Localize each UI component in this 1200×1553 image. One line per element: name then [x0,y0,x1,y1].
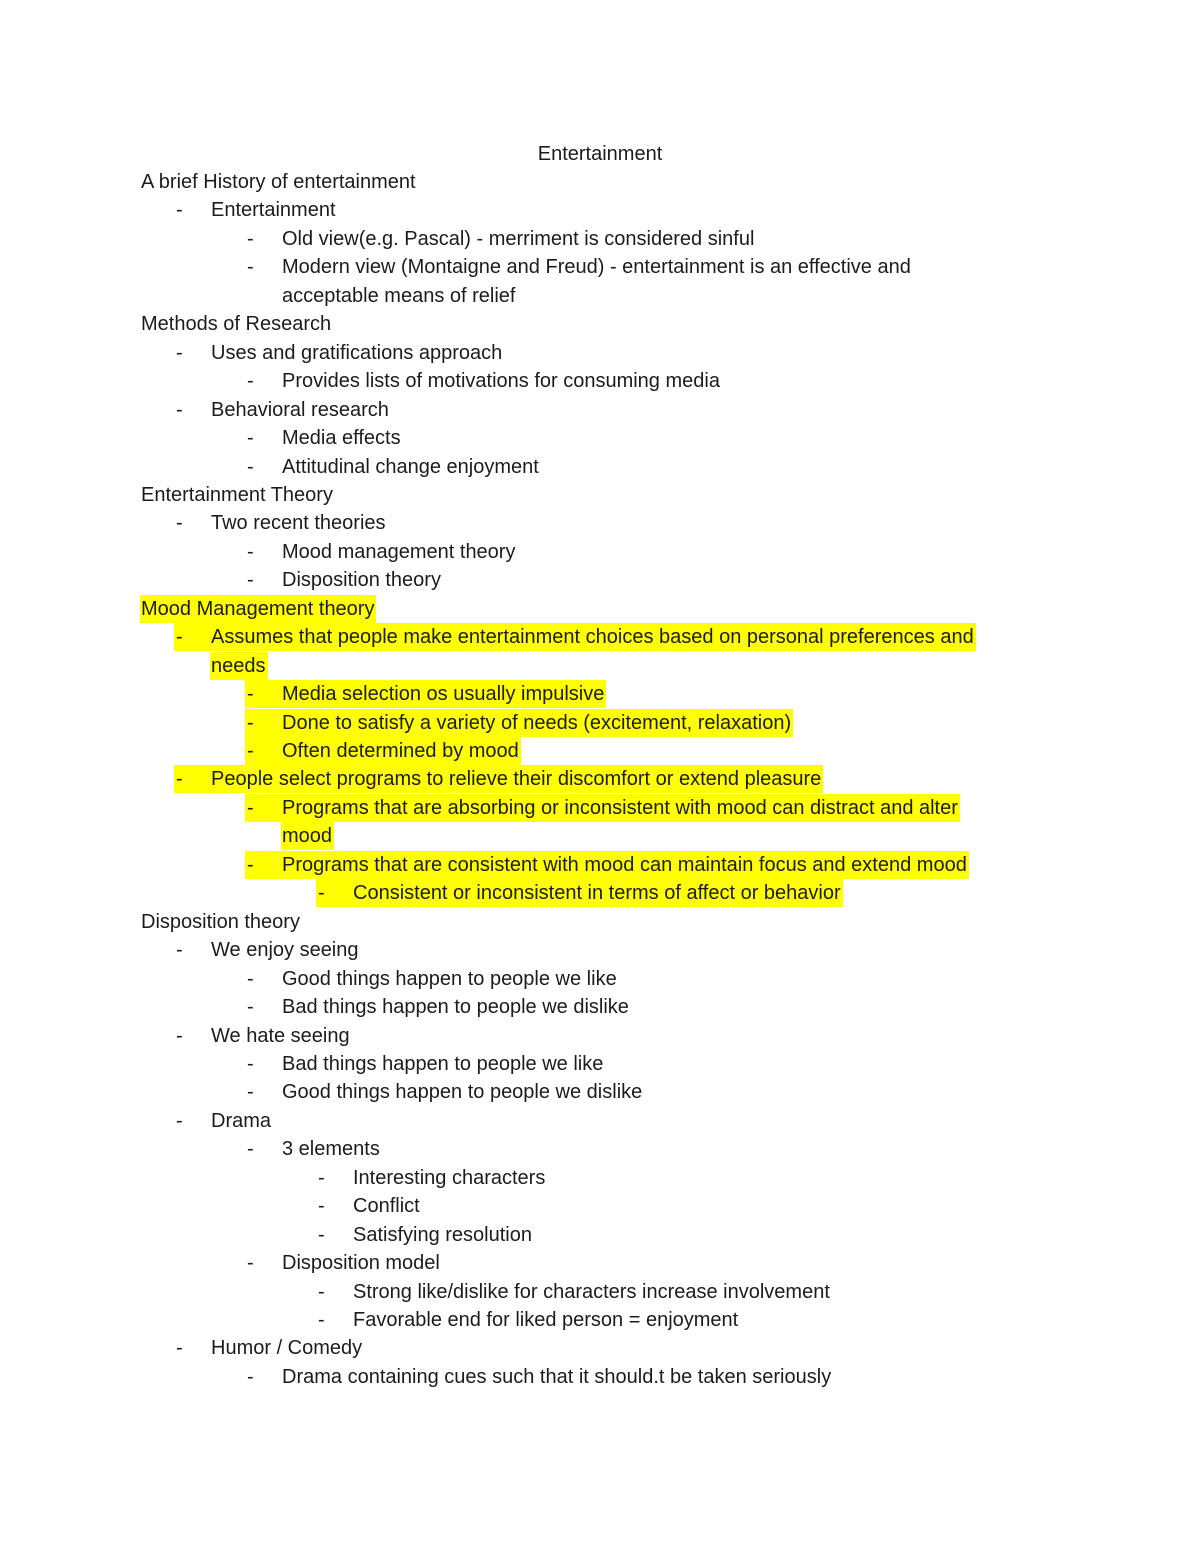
bullet-dash: - [176,768,183,791]
item-text: Assumes that people make entertainment choices based on personal preferences and [211,626,974,649]
list-item [0,737,1200,765]
item-text: Uses and gratifications approach [211,341,503,364]
item-text: Often determined by mood [282,740,519,762]
bullet-dash: - [247,569,254,592]
bullet-dash: - [247,967,254,990]
list-item [0,623,1200,651]
heading-text: Methods of Research [141,313,332,336]
list-item [0,709,1200,737]
item-text: People select programs to relieve their discomfort or extend pleasure [211,768,822,791]
bullet-dash: - [247,1252,254,1275]
bullet-dash: - [176,1024,183,1047]
bullet-dash: - [247,996,254,1019]
item-text: We hate seeing [211,1024,350,1047]
bullet-dash: - [176,199,183,222]
bullet-dash: - [176,939,183,962]
item-text: Disposition theory [282,569,441,592]
list-item [0,851,1200,879]
item-text: Bad things happen to people we dislike [282,996,629,1019]
item-text: acceptable means of relief [282,284,516,307]
bullet-dash: - [318,1166,325,1189]
list-item [0,680,1200,708]
list-item [0,339,1200,367]
list-item [0,367,1200,395]
list-item [0,1221,1200,1249]
list-item [0,424,1200,452]
heading-text: Disposition theory [141,910,300,933]
item-text: Done to satisfy a variety of needs (excitement, relaxation) [282,711,792,734]
list-item [0,396,1200,424]
bullet-dash: - [318,1223,325,1246]
item-text: Consistent or inconsistent in terms of affect or behavior [353,882,841,905]
item-text: Drama containing cues such that it should.t be taken seriously [282,1365,832,1388]
list-item [0,1192,1200,1220]
list-item [0,282,1200,310]
list-item [0,538,1200,566]
bullet-dash: - [318,1309,325,1331]
item-text: Bad things happen to people we like [282,1052,604,1075]
list-item [0,1363,1200,1391]
bullet-dash: - [247,256,254,279]
item-text: Media effects [282,427,401,450]
bullet-dash: - [247,370,254,393]
list-item [0,1334,1200,1362]
list-item [0,1107,1200,1135]
bullet-dash: - [176,512,183,535]
item-text: needs [211,654,266,677]
item-text: Good things happen to people we like [282,967,617,990]
section-heading [0,595,1200,623]
item-text: Mood management theory [282,540,516,563]
item-text: Conflict [353,1195,420,1218]
list-item [0,965,1200,993]
item-text: Attitudinal change enjoyment [282,455,539,478]
section-heading [0,908,1200,936]
list-item [0,765,1200,793]
item-text: Old view(e.g. Pascal) - merriment is considered sinful [282,227,755,250]
list-item [0,1135,1200,1163]
item-text: Modern view (Montaigne and Freud) - entertainment is an effective and [282,256,911,279]
list-item [0,1306,1200,1334]
bullet-dash: - [247,796,254,819]
bullet-dash: - [247,1365,254,1388]
list-item [0,652,1200,680]
bullet-dash: - [247,455,254,478]
bullet-dash: - [176,398,183,421]
list-item [0,1278,1200,1306]
list-item [0,1050,1200,1078]
list-item [0,1022,1200,1050]
list-item [0,993,1200,1021]
list-item [0,1164,1200,1192]
list-item [0,566,1200,594]
bullet-dash: - [247,227,254,250]
item-text: Behavioral research [211,398,389,421]
list-item [0,822,1200,850]
bullet-dash: - [247,427,254,450]
list-item [0,794,1200,822]
bullet-dash: - [318,1280,325,1303]
item-text: Media selection os usually impulsive [282,683,605,706]
list-item [0,225,1200,253]
bullet-dash: - [247,1052,254,1075]
list-item [0,196,1200,224]
bullet-dash: - [247,740,254,762]
item-text: Disposition model [282,1252,440,1275]
item-text: 3 elements [282,1138,380,1161]
list-item [0,453,1200,481]
list-item [0,253,1200,281]
bullet-dash: - [176,341,183,364]
bullet-dash: - [247,711,254,734]
item-text: Programs that are absorbing or inconsistent with mood can distract and alter [282,796,958,819]
bullet-dash: - [247,1138,254,1161]
bullet-dash: - [318,882,325,905]
bullet-dash: - [176,626,183,649]
item-text: Interesting characters [353,1166,546,1189]
item-text: Entertainment [211,199,336,222]
item-text: mood [282,825,333,848]
item-text: Drama [211,1109,272,1132]
item-text: Two recent theories [211,512,386,535]
bullet-dash: - [318,1195,325,1218]
bullet-dash: - [247,853,254,876]
bullet-dash: - [247,1081,254,1104]
bullet-dash: - [176,1109,183,1132]
list-item [0,879,1200,907]
section-heading [0,481,1200,509]
item-text: We enjoy seeing [211,939,359,962]
section-heading [0,310,1200,338]
list-item [0,1078,1200,1106]
item-text: Good things happen to people we dislike [282,1081,643,1104]
heading-text: Entertainment Theory [141,483,333,506]
bullet-dash: - [247,540,254,563]
bullet-dash: - [247,683,254,706]
item-text: Programs that are consistent with mood can maintain focus and extend mood [282,853,967,876]
item-text: Humor / Comedy [211,1337,363,1360]
item-text: Strong like/dislike for characters increase involvement [353,1280,830,1303]
heading-text: Mood Management theory [141,597,375,620]
section-heading [0,168,1200,196]
document-title: Entertainment [537,143,663,165]
item-text: Provides lists of motivations for consuming media [282,370,720,393]
item-text: Satisfying resolution [353,1223,532,1246]
list-item [0,1249,1200,1277]
list-item [0,936,1200,964]
item-text: Favorable end for liked person = enjoyment [353,1309,739,1331]
list-item [0,509,1200,537]
bullet-dash: - [176,1337,183,1360]
heading-text: A brief History of entertainment [141,171,416,193]
